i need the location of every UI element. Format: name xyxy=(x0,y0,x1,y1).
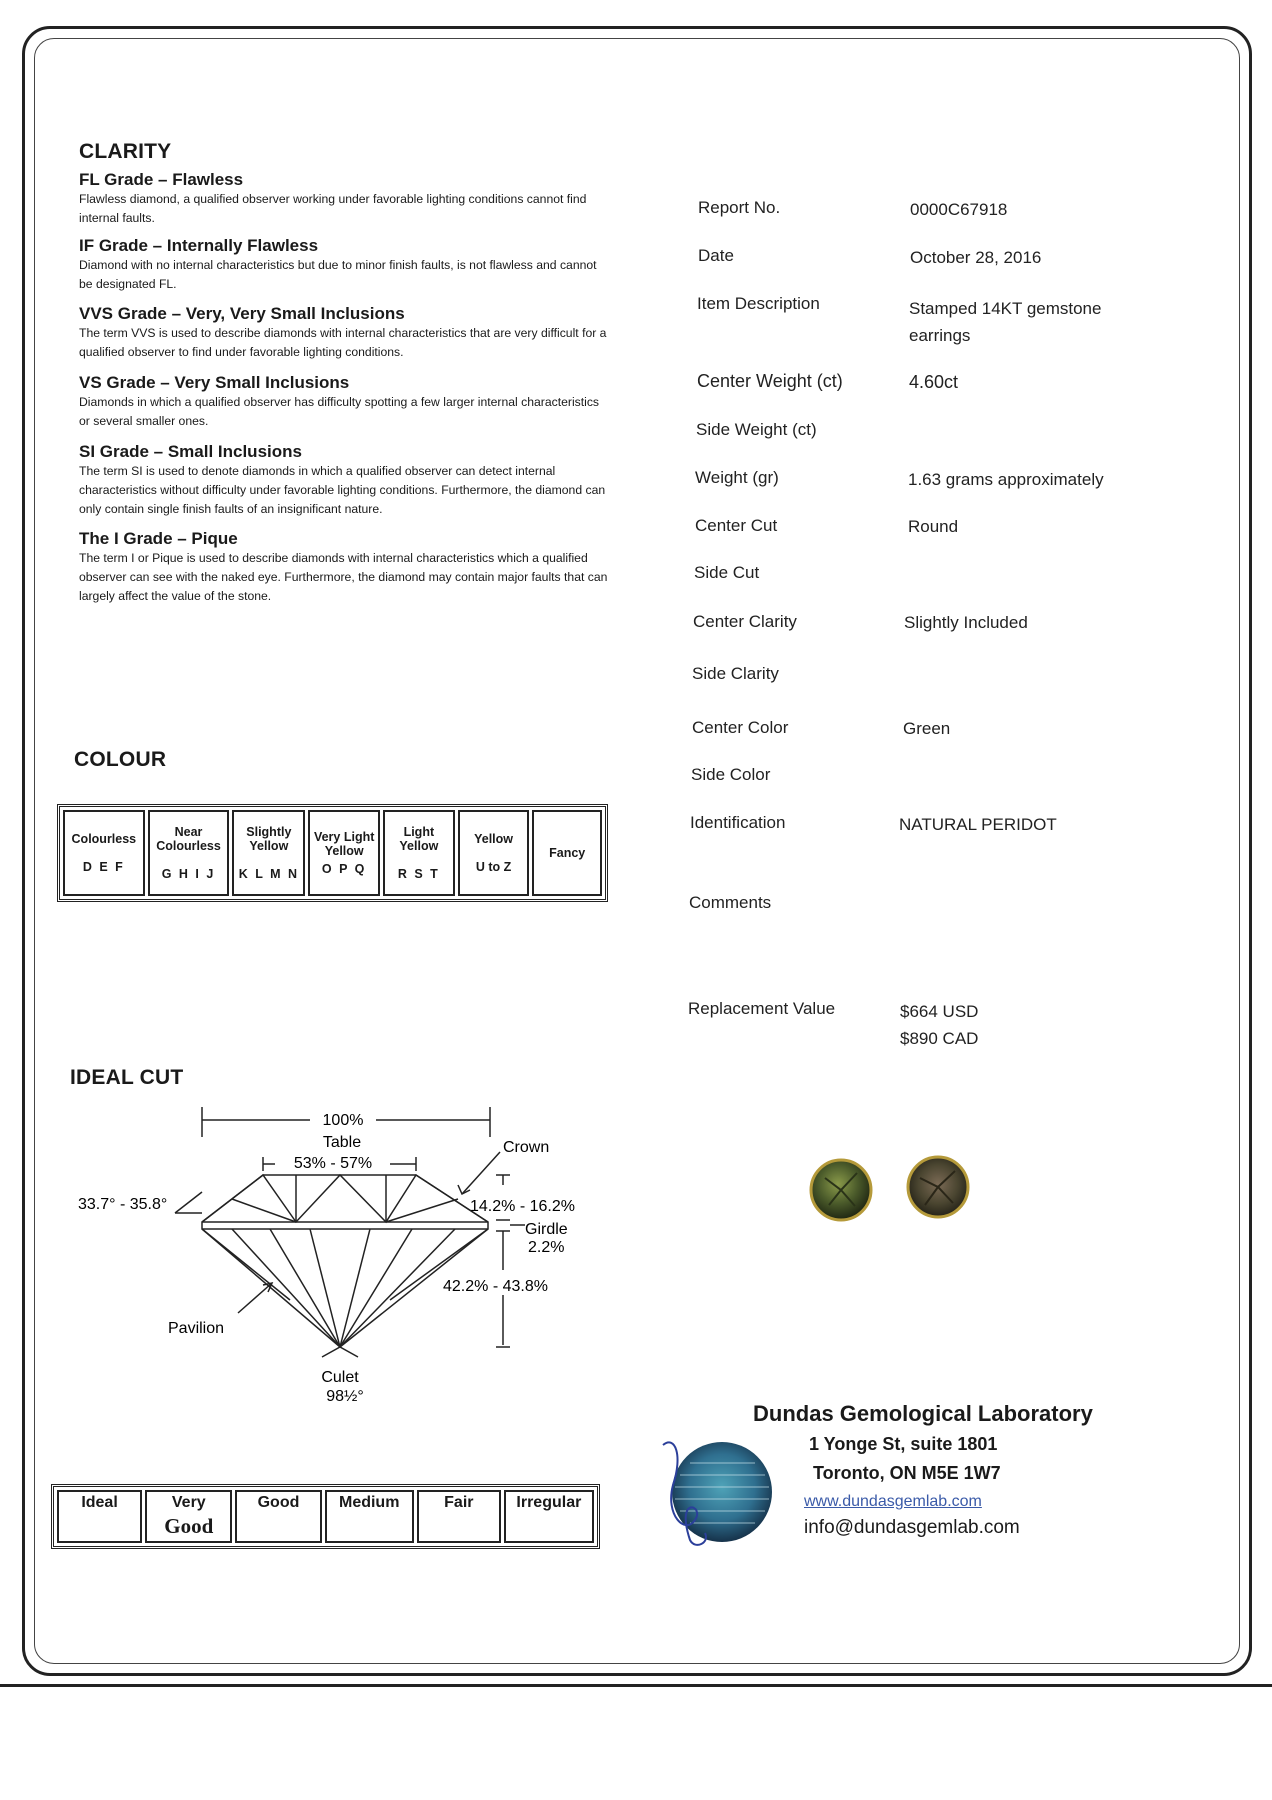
cut-grade-cell: Good xyxy=(235,1490,321,1543)
girdle-percent-label: 2.2% xyxy=(528,1239,565,1256)
grade-description: Diamond with no internal characteristics but due to minor finish faults, is not flawless and cannot be designated FL. xyxy=(79,258,597,291)
grade-description: Flawless diamond, a qualified observer working under favorable lighting conditions cannot find internal faults. xyxy=(79,192,587,225)
field-value: October 28, 2016 xyxy=(910,248,1042,267)
field-label: Side Weight (ct) xyxy=(696,420,817,439)
replacement-value-usd: $664 USD xyxy=(900,1002,979,1021)
field-label: Report No. xyxy=(698,198,781,217)
earring-right xyxy=(908,1157,968,1217)
crown-label: Crown xyxy=(503,1139,550,1156)
field-label: Side Color xyxy=(691,765,771,784)
cut-grade-cell: Ideal xyxy=(57,1490,142,1543)
colour-cell xyxy=(63,810,145,896)
cut-grade-cell: Fair xyxy=(417,1490,501,1543)
field-value: 1.63 grams approximately xyxy=(908,470,1104,489)
clarity-grade-fl xyxy=(79,170,609,228)
ideal-cut-heading: IDEAL CUT xyxy=(70,1066,184,1089)
grade-title: IF Grade – Internally Flawless xyxy=(79,236,319,255)
clarity-grade-si xyxy=(79,442,609,519)
field-label: Center Clarity xyxy=(693,612,797,631)
field-label: Center Cut xyxy=(695,516,778,535)
replacement-value-label: Replacement Value xyxy=(688,999,836,1018)
table-percent-label: 53% - 57% xyxy=(293,1155,373,1172)
field-value: 4.60ct xyxy=(909,372,959,392)
clarity-grade-vs xyxy=(79,373,609,431)
clarity-grade-if xyxy=(79,236,609,294)
field-label: Center Color xyxy=(692,718,789,737)
lab-email: info@dundasgemlab.com xyxy=(804,1517,1020,1538)
table-label: Table xyxy=(322,1134,362,1151)
pavilion-depth-label: 42.2% - 43.8% xyxy=(443,1278,548,1295)
field-label: Side Clarity xyxy=(692,664,779,683)
colour-name: Colourless xyxy=(71,832,137,846)
colour-name: Slightly Yellow xyxy=(246,825,292,853)
field-label: Weight (gr) xyxy=(695,468,779,487)
colour-heading: COLOUR xyxy=(74,748,167,771)
field-label: Identification xyxy=(690,813,786,832)
girdle-label: Girdle xyxy=(525,1221,568,1238)
earring-left xyxy=(811,1160,871,1220)
lab-name: Dundas Gemological Laboratory xyxy=(753,1401,1093,1426)
field-label: Side Cut xyxy=(694,563,760,582)
cut-grade-cell xyxy=(145,1490,232,1543)
grade-description: Diamonds in which a qualified observer has difficulty spotting a few larger internal characteristics or several smaller ones. xyxy=(79,395,600,428)
culet-label: Culet xyxy=(321,1369,359,1386)
hologram-seal xyxy=(655,1425,785,1555)
field-label: Comments xyxy=(689,893,772,912)
clarity-heading: CLARITY xyxy=(79,140,172,163)
colour-letters: D E F xyxy=(82,860,125,874)
field-value: 0000C67918 xyxy=(910,200,1008,219)
cut-grade-handwritten-mark: Good xyxy=(164,1514,214,1538)
grade-title: VVS Grade – Very, Very Small Inclusions xyxy=(79,304,405,323)
culet-angle-label: 98½° xyxy=(326,1388,364,1405)
grade-description: The term VVS is used to describe diamonds with internal characteristics that are very difficult for a qualified observer to find under favorable lighting conditions. xyxy=(79,326,607,359)
field-label: Date xyxy=(698,246,734,265)
field-label: Center Weight (ct) xyxy=(697,371,843,391)
colour-letters: K L M N xyxy=(238,867,299,881)
field-value: Stamped 14KT gemstone earrings xyxy=(909,299,1102,345)
cut-grade-cell: Medium xyxy=(325,1490,414,1543)
colour-letters: G H I J xyxy=(161,867,216,881)
grade-description: The term I or Pique is used to describe diamonds with internal characteristics which a qualified observer can see with the naked eye. Furthermore, the diamond may contain major faults that can largely affect the value of the stone. xyxy=(79,551,608,603)
field-value: Round xyxy=(908,517,959,536)
lab-address-line2: Toronto, ON M5E 1W7 xyxy=(813,1463,1001,1483)
field-value: Slightly Included xyxy=(904,613,1028,632)
colour-letters: R S T xyxy=(397,867,440,881)
grade-title: VS Grade – Very Small Inclusions xyxy=(79,373,350,392)
colour-cell xyxy=(148,810,230,896)
grade-description: The term SI is used to denote diamonds in which a qualified observer can detect internal characteristics without difficulty under favorable lighting conditions. Furthermore, the diamond can only contain single finish faults of an insignificant nature. xyxy=(79,464,606,516)
crown-height-label: 14.2% - 16.2% xyxy=(470,1198,575,1215)
grade-title: FL Grade – Flawless xyxy=(79,170,244,189)
colour-name: Very Light Yellow xyxy=(313,830,375,858)
replacement-value-cad: $890 CAD xyxy=(900,1029,979,1048)
lab-address-line1: 1 Yonge St, suite 1801 xyxy=(809,1434,998,1454)
lab-website-link[interactable]: www.dundasgemlab.com xyxy=(804,1493,982,1510)
colour-cell xyxy=(232,810,305,896)
colour-name: Near Colourless xyxy=(156,825,221,853)
grade-title: The I Grade – Pique xyxy=(79,529,238,548)
colour-scale-table xyxy=(57,804,608,902)
field-value: Green xyxy=(903,719,951,738)
width-percent-label: 100% xyxy=(322,1112,364,1129)
field-value: NATURAL PERIDOT xyxy=(899,815,1057,834)
cut-grade-cell: Irregular xyxy=(504,1490,594,1543)
clarity-grade-vvs xyxy=(79,304,609,362)
colour-name: Light Yellow xyxy=(399,825,439,853)
clarity-grade-i xyxy=(79,529,609,606)
pavilion-label: Pavilion xyxy=(168,1320,225,1337)
colour-name: Yellow xyxy=(474,832,513,846)
cut-grade-table xyxy=(51,1484,600,1549)
colour-letters: U to Z xyxy=(475,860,512,874)
cut-grade-label: Very xyxy=(171,1494,206,1511)
colour-cell xyxy=(532,810,602,896)
crown-angle-label: 33.7° - 35.8° xyxy=(78,1196,168,1213)
colour-cell xyxy=(383,810,455,896)
colour-cell xyxy=(308,810,380,896)
colour-letters: O P Q xyxy=(321,862,367,876)
grade-title: SI Grade – Small Inclusions xyxy=(79,442,302,461)
field-label: Item Description xyxy=(697,294,820,313)
page-bottom-rule xyxy=(0,1684,1272,1687)
earrings-photo xyxy=(805,1143,980,1238)
colour-name: Fancy xyxy=(549,846,586,860)
colour-cell xyxy=(458,810,530,896)
ideal-cut-diagram xyxy=(60,1095,620,1415)
